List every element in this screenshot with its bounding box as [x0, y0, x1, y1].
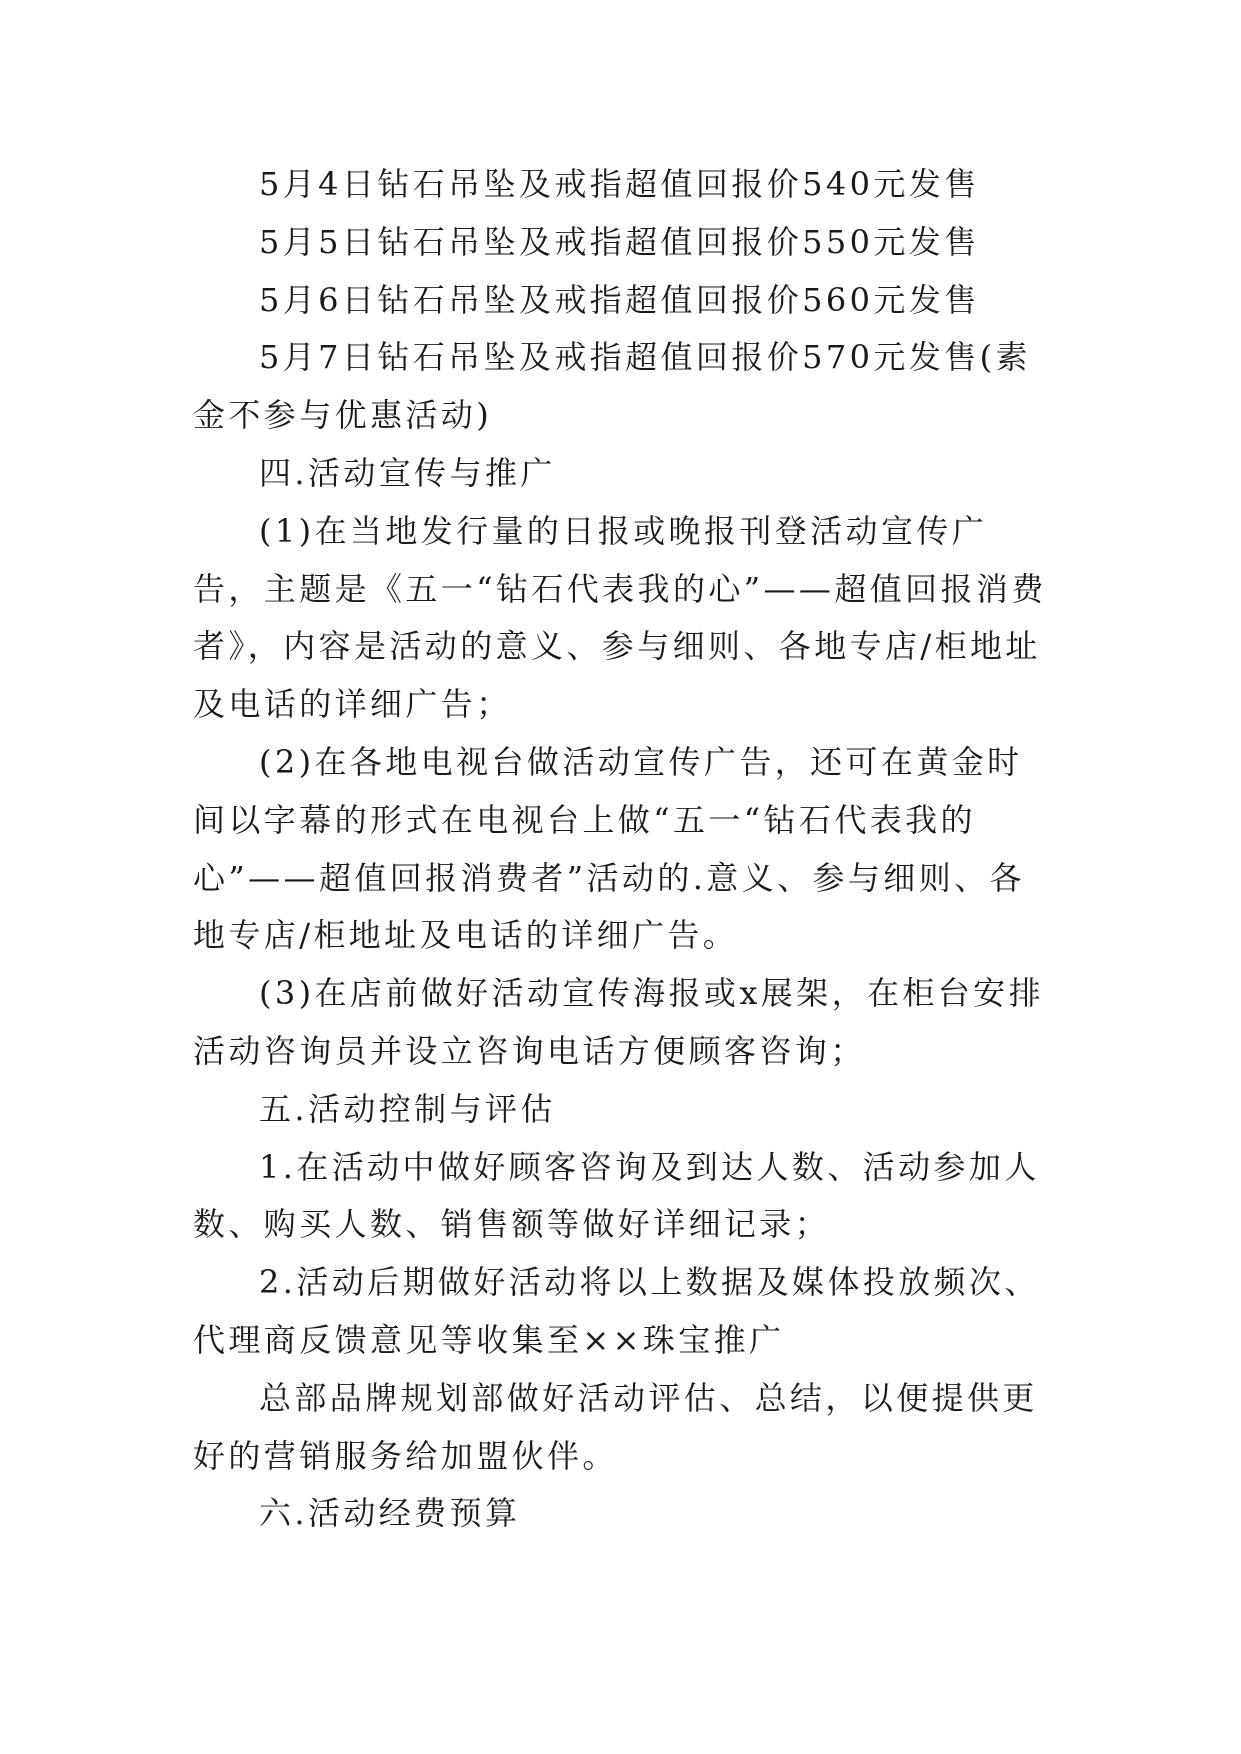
paragraph-price-may-4: 5月4日钻石吊坠及戒指超值回报价540元发售 — [259, 165, 980, 203]
paragraph-data-collection: 2.活动后期做好活动将以上数据及媒体投放频次、代理商反馈意见等收集至××珠宝推广 — [193, 1263, 1040, 1359]
paragraph-newspaper-ad: (1)在当地发行量的日报或晚报刊登活动宣传广告，主题是《五一“钻石代表我的心”——超值回报消费者》，内容是活动的意义、参与细则、各地专店/柜地址及电话的详细广告； — [193, 511, 1047, 724]
document-page — [193, 156, 1053, 1543]
section-heading-budget: 六.活动经费预算 — [259, 1494, 521, 1533]
paragraph-record-keeping: 1.在活动中做好顾客咨询及到达人数、活动参加人数、购买人数、销售额等做好详细记录； — [193, 1147, 1040, 1244]
paragraph-evaluation-summary: 总部品牌规划部做好活动评估、总结，以便提供更好的营销服务给加盟伙伴。 — [193, 1378, 1038, 1475]
paragraph-price-may-5: 5月5日钻石吊坠及戒指超值回报价550元发售 — [259, 222, 980, 261]
paragraph-price-may-6: 5月6日钻石吊坠及戒指超值回报价560元发售 — [259, 280, 980, 319]
paragraph-store-poster: (3)在店前做好活动宣传海报或x展架，在柜台安排活动咨询员并设立咨询电话方便顾客咨询； — [193, 974, 1044, 1070]
paragraph-tv-ad: (2)在各地电视台做活动宣传广告，还可在黄金时间以字幕的形式在电视台上做“五一“钻石代表我的心”——超值回报消费者”活动的.意义、参与细则、各地专店/柜地址及电话的详细广告。 — [193, 742, 1025, 955]
section-heading-promotion: 四.活动宣传与推广 — [259, 453, 556, 492]
paragraph-price-may-7: 5月7日钻石吊坠及戒指超值回报价570元发售(素金不参与优惠活动) — [193, 338, 1031, 435]
section-heading-control-evaluation: 五.活动控制与评估 — [259, 1089, 556, 1128]
